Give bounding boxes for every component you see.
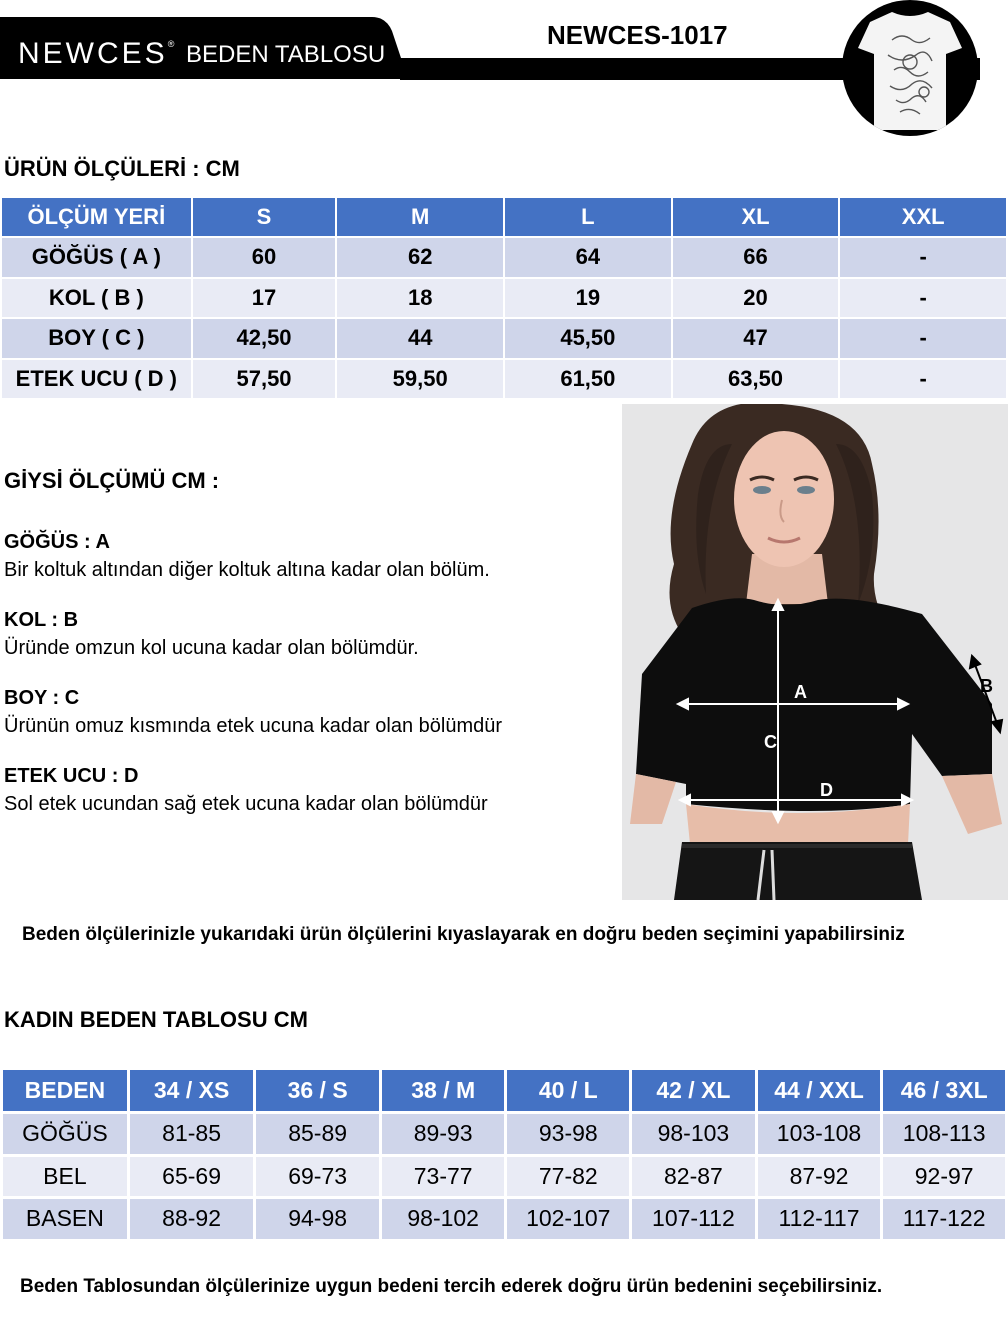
garment-measurement-title: GİYSİ ÖLÇÜMÜ CM : xyxy=(4,468,220,493)
table-cell: 42,50 xyxy=(192,318,337,359)
row-label: GÖĞÜS xyxy=(2,1113,129,1156)
column-header: 36 / S xyxy=(255,1069,381,1113)
tshirt-thumbnail-icon xyxy=(842,0,978,136)
column-header: XXL xyxy=(839,197,1007,237)
table-cell: 112-117 xyxy=(756,1198,882,1241)
table-cell: - xyxy=(839,359,1007,400)
row-label: BOY ( C ) xyxy=(1,318,192,359)
table-cell: 59,50 xyxy=(336,359,504,400)
table-cell: 108-113 xyxy=(882,1113,1007,1156)
column-header: 44 / XXL xyxy=(756,1069,882,1113)
guide-label: ETEK UCU : D xyxy=(4,765,139,787)
guide-description: Ürünün omuz kısmında etek ucuna kadar olan bölümdür xyxy=(4,715,503,737)
table-cell: - xyxy=(839,278,1007,319)
women-size-table xyxy=(0,1067,1008,1242)
table-cell: 44 xyxy=(336,318,504,359)
row-label: BASEN xyxy=(2,1198,129,1241)
table-cell: 98-102 xyxy=(380,1198,506,1241)
product-thumbnail xyxy=(842,0,978,136)
table-cell: 117-122 xyxy=(882,1198,1007,1241)
column-header: 46 / 3XL xyxy=(882,1069,1007,1113)
guide-description: Üründe omzun kol ucuna kadar olan bölümdür. xyxy=(4,637,419,659)
table-cell: 63,50 xyxy=(672,359,840,400)
measure-label-b: B xyxy=(980,676,993,696)
table-cell: 103-108 xyxy=(756,1113,882,1156)
table-cell: 61,50 xyxy=(504,359,672,400)
table-cell: 81-85 xyxy=(128,1113,255,1156)
table-cell: 85-89 xyxy=(255,1113,381,1156)
guide-item xyxy=(4,528,604,584)
column-header: 40 / L xyxy=(506,1069,631,1113)
measure-label-d: D xyxy=(820,780,833,800)
registered-mark-icon: ® xyxy=(167,39,175,49)
column-header: XL xyxy=(672,197,840,237)
table-row xyxy=(1,237,1007,278)
column-header: 38 / M xyxy=(380,1069,506,1113)
table-row xyxy=(1,278,1007,319)
table-cell: 17 xyxy=(192,278,337,319)
brand-logo: NEWCES® xyxy=(18,37,175,70)
product-measurements-title: ÜRÜN ÖLÇÜLERİ : CM xyxy=(4,156,240,181)
model-photo xyxy=(622,404,1008,900)
guide-item xyxy=(4,606,604,662)
table-cell: 92-97 xyxy=(882,1155,1007,1198)
table-cell: 94-98 xyxy=(255,1198,381,1241)
table-row xyxy=(2,1113,1007,1156)
guide-item xyxy=(4,762,604,818)
column-header: M xyxy=(336,197,504,237)
measure-label-a: A xyxy=(794,682,807,702)
table-row xyxy=(1,318,1007,359)
guide-description: Bir koltuk altından diğer koltuk altına kadar olan bölüm. xyxy=(4,559,490,581)
table-cell: 66 xyxy=(672,237,840,278)
table-row xyxy=(2,1198,1007,1241)
column-header: S xyxy=(192,197,337,237)
guide-item xyxy=(4,684,604,740)
table-cell: - xyxy=(839,237,1007,278)
guide-description: Sol etek ucundan sağ etek ucuna kadar olan bölümdür xyxy=(4,793,488,815)
column-header: 34 / XS xyxy=(128,1069,255,1113)
measurement-guide xyxy=(4,528,604,840)
table-cell: 57,50 xyxy=(192,359,337,400)
guide-label: BOY : C xyxy=(4,687,80,709)
table-cell: 18 xyxy=(336,278,504,319)
table-cell: 98-103 xyxy=(631,1113,757,1156)
size-advice-note: Beden ölçülerinizle yukarıdaki ürün ölçülerini kıyaslayarak en doğru beden seçimini yapabilirsiniz xyxy=(22,924,905,945)
table-row xyxy=(2,1155,1007,1198)
table-cell: 82-87 xyxy=(631,1155,757,1198)
table-cell: 20 xyxy=(672,278,840,319)
table-cell: 88-92 xyxy=(128,1198,255,1241)
table-cell: - xyxy=(839,318,1007,359)
row-label: GÖĞÜS ( A ) xyxy=(1,237,192,278)
table-cell: 69-73 xyxy=(255,1155,381,1198)
column-header: L xyxy=(504,197,672,237)
table-cell: 89-93 xyxy=(380,1113,506,1156)
table-cell: 102-107 xyxy=(506,1198,631,1241)
row-label: BEL xyxy=(2,1155,129,1198)
measure-label-c: C xyxy=(764,732,777,752)
table-cell: 45,50 xyxy=(504,318,672,359)
header-title: BEDEN TABLOSU xyxy=(186,41,386,68)
table-cell: 64 xyxy=(504,237,672,278)
guide-label: KOL : B xyxy=(4,609,79,631)
column-header: BEDEN xyxy=(2,1069,129,1113)
row-label: KOL ( B ) xyxy=(1,278,192,319)
table-cell: 107-112 xyxy=(631,1198,757,1241)
table-row xyxy=(1,359,1007,400)
table-cell: 19 xyxy=(504,278,672,319)
table-cell: 93-98 xyxy=(506,1113,631,1156)
row-label: ETEK UCU ( D ) xyxy=(1,359,192,400)
table-header-row xyxy=(2,1069,1007,1113)
table-cell: 87-92 xyxy=(756,1155,882,1198)
women-size-chart-title: KADIN BEDEN TABLOSU CM xyxy=(4,1007,308,1032)
table-cell: 73-77 xyxy=(380,1155,506,1198)
product-code: NEWCES-1017 xyxy=(547,20,728,50)
guide-label: GÖĞÜS : A xyxy=(4,531,110,553)
table-cell: 77-82 xyxy=(506,1155,631,1198)
table-cell: 65-69 xyxy=(128,1155,255,1198)
product-measurements-table xyxy=(0,196,1008,400)
table-header-row xyxy=(1,197,1007,237)
column-header: 42 / XL xyxy=(631,1069,757,1113)
table-cell: 62 xyxy=(336,237,504,278)
model-wearing-tshirt-illustration xyxy=(622,404,1008,900)
size-selection-note: Beden Tablosundan ölçülerinize uygun bedeni tercih ederek doğru ürün bedenini seçebilirsiniz. xyxy=(20,1276,883,1297)
table-cell: 47 xyxy=(672,318,840,359)
table-cell: 60 xyxy=(192,237,337,278)
column-header: ÖLÇÜM YERİ xyxy=(1,197,192,237)
